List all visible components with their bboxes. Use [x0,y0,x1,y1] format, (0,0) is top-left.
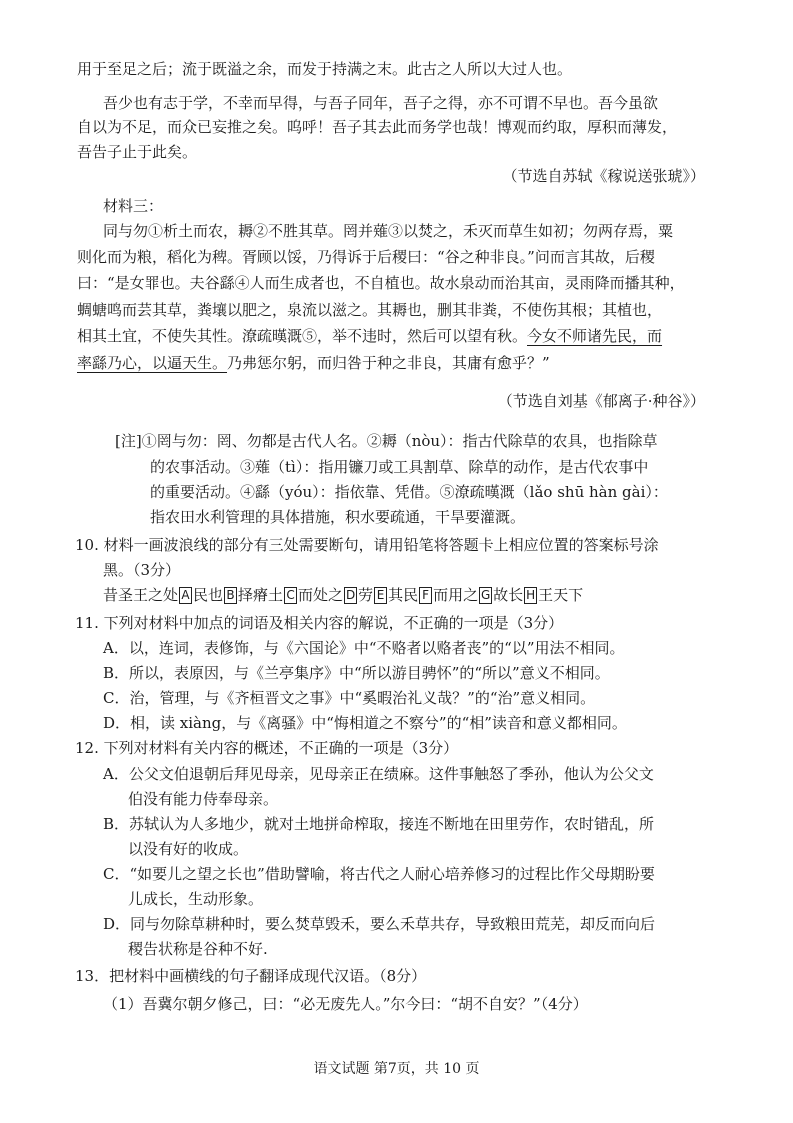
break-label-g: G [480,588,491,602]
break-label-h: H [526,588,536,602]
q10-segment: 而处之 [298,586,344,604]
material2-para-line: 自以为不足，而众已妄推之矣。呜呼！吾子其去此而务学也哉！博观而约取，厚积而薄发， [77,118,678,136]
material3-line: 则化而为粮，稻化为稗。胥顾以馁，乃得诉于后稷曰：“谷之种非良。”问而言其故，后稷 [77,248,655,266]
break-label-f: F [419,587,432,604]
q10-segment: 择瘠土 [238,586,284,604]
q12-option-d: D．同与勿除草耕种时，要么焚草毁禾，要么禾草共存，导致粮田荒芜，却反而向后 [103,915,656,933]
page-footer: 语文试题 第7页，共 10 页 [313,1061,480,1077]
q10-segment: 王天下 [538,586,584,604]
q13-sub1: （1）吾冀尔朝夕修己，曰：“必无废先人。”尔今曰：“胡不自安？”（4分） [103,995,588,1013]
q10-sentence [103,582,583,608]
q13-stem: 13．把材料中画横线的句子翻译成现代汉语。（8分） [75,967,427,985]
q12-option-d-cont: 稷告状称是谷种不好. [128,940,268,958]
break-label-b: B [224,587,237,604]
material2-para-line: 吾告子止于此矣。 [77,143,198,161]
material3-line: 同与勿①析土而农，耨②不胜其草。罔并薙③以焚之，禾灭而草生如初；勿两存焉，粟 [103,222,674,240]
q10-segment: 其民 [388,586,419,604]
note-line: 指农田水利管理的具体措施，积水要疏通，干旱要灌溉。 [150,508,526,526]
note-line: [注]①罔与勿：罔、勿都是古代人名。②耨（nòu）：指古代除草的农具，也指除草 [115,432,658,450]
q10-segment: 故长 [493,586,524,604]
q12-option-a: A．公父文伯退朝后拜见母亲，见母亲正在绩麻。这件事触怒了季孙，他认为公父文 [103,765,654,783]
material3-line [77,350,550,376]
material2-source: （节选自苏轼《稼说送张琥》） [502,167,705,185]
q10-stem-cont: 黑。（3分） [103,561,181,579]
note-line: 的重要活动。④繇（yóu）：指依靠、凭借。⑤潦疏暵溉（lǎo shū hàn gài）： [150,483,668,501]
q10-segment: 劳 [358,586,374,604]
material3-line: 曰：“是女罪也。夫谷繇④人而生成者也，不自植也。故水泉动而治其亩，灵雨降而播其种， [77,274,685,292]
break-label-e: E [374,587,387,604]
q12-option-a-cont: 伯没有能力侍奉母亲。 [128,790,279,808]
q11-option-c: C．治，管理，与《齐桓晋文之事》中“奚暇治礼义哉？”的“治”意义相同。 [103,689,596,707]
material3-heading: 材料三： [103,197,164,215]
q11-stem: 11. 下列对材料中加点的词语及相关内容的解说，不正确的一项是（3分） [75,614,564,632]
underlined-sentence-part2: 率繇乃心，以逼天生。 [77,354,228,372]
q11-option-a: A．以，连词，表修饰，与《六国论》中“不赂者以赂者丧”的“以”用法不相同。 [103,639,625,657]
material3-line-text: 乃弗惩尔躬，而归咎于种之非良，其庸有愈乎？” [227,354,550,372]
q12-option-b-cont: 以没有好的收成。 [128,840,249,858]
q12-option-c: C．“如要儿之望之长也”借助譬喻，将古代之人耐心培养修习的过程比作父母期盼要 [103,865,655,883]
break-label-d: D [345,588,356,602]
q11-option-b: B．所以，表原因，与《兰亭集序》中“所以游目骋怀”的“所以”意义不相同。 [103,664,610,682]
material3-line-text: 相其土宜，不使失其性。潦疏暵溉⑤，举不违时，然后可以望有秋。 [77,327,528,345]
q12-option-b: B．苏轼认为人多地少，就对土地拼命榨取，接连不断地在田里劳作，农时错乱，所 [103,815,655,833]
q10-segment: 昔圣王之处 [103,586,179,604]
q11-option-d: D．相，读 xiàng，与《离骚》中“悔相道之不察兮”的“相”读音和意义都相同。 [103,714,627,732]
material3-line: 蜩螗鸣而芸其草，粪壤以肥之，泉流以滋之。其耨也，删其非粪，不使伤其根；其植也， [77,301,663,319]
q10-segment: 民也 [193,586,224,604]
q10-segment: 而用之 [433,586,479,604]
q12-stem: 12. 下列对材料有关内容的概述，不正确的一项是（3分） [75,739,459,757]
material3-source: （节选自刘基《郁离子·种谷》） [497,392,705,410]
note-line: 的农事活动。③薙（tì）：指用镰刀或工具割草、除草的动作，是古代农事中 [150,458,649,476]
underlined-sentence-part1: 今女不师诸先民，而 [527,327,663,345]
q12-option-c-cont: 儿成长，生动形象。 [128,890,264,908]
material2-line-continued: 用于至足之后；流于既溢之余，而发于持满之末。此古之人所以大过人也。 [77,60,573,78]
break-label-c: C [284,587,297,604]
q10-stem: 10. 材料一画波浪线的部分有三处需要断句，请用铅笔将答题卡上相应位置的答案标号涂 [75,536,659,554]
break-label-a: A [179,587,192,604]
material3-line [77,323,662,349]
material2-para-line: 吾少也有志于学，不幸而早得，与吾子同年，吾子之得，亦不可谓不早也。吾今虽欲 [103,94,659,112]
